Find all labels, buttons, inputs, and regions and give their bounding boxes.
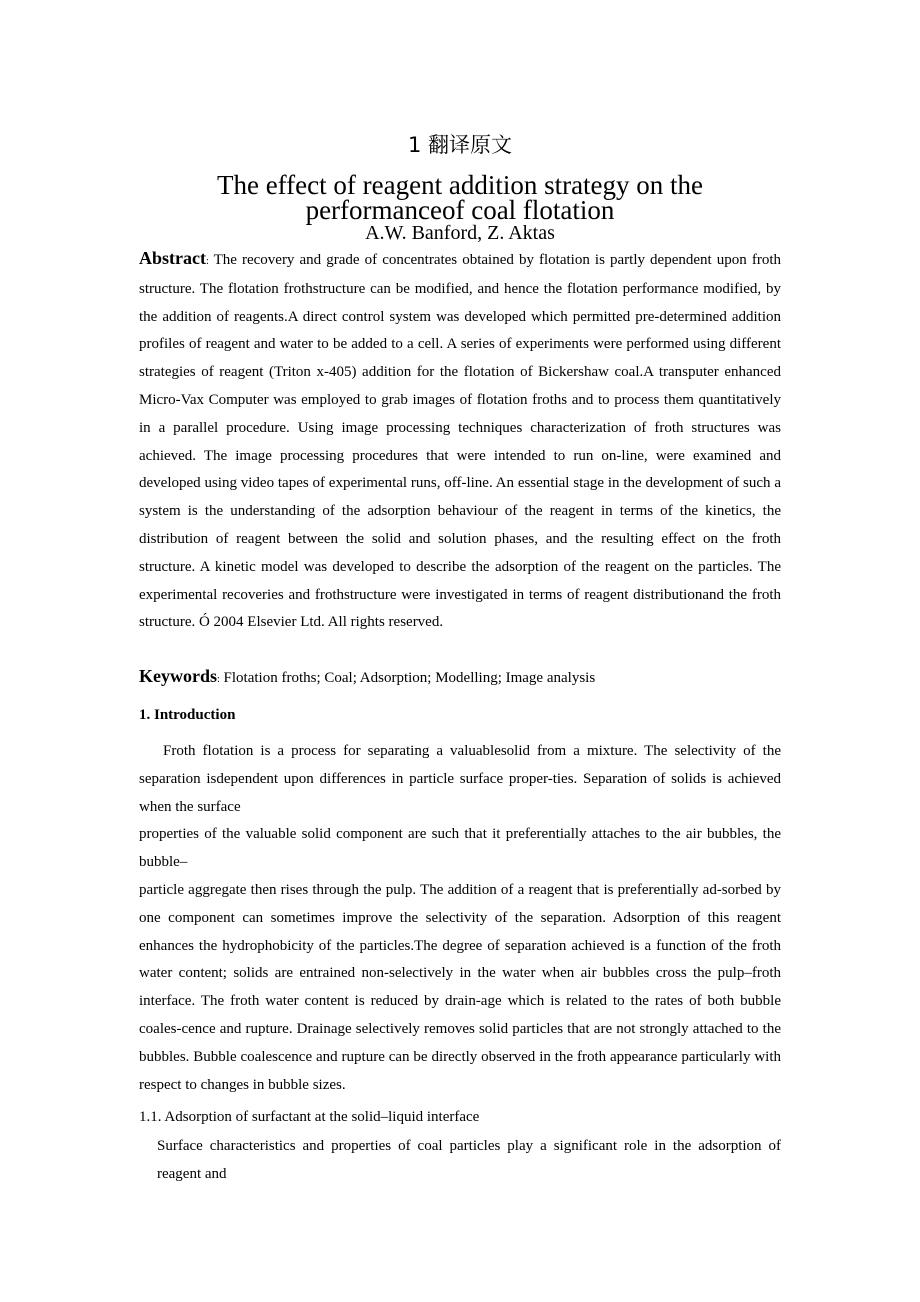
intro-paragraph-1: Froth flotation is a process for separating a valuablesolid from a mixture. The selectivity of the separation isdependent upon differences in particle surface proper-ties. Separation of solids is achieved when the surface — [139, 743, 781, 815]
abstract-separator: : — [205, 256, 209, 267]
intro-paragraph-3: particle aggregate then rises through the pulp. The addition of a reagent that is preferentially ad-sorbed by one component can sometimes improve the selectivity of the separation. Adsorption of this reagent enhances the hydrophobicity of the particles.The degree of separation achieved is a function of the froth water content; solids are entrained non-selectively in the water when air bubbles cross the pulp–froth interface. The froth water content is reduced by drain-age which is related to the rates of both bubble coales-cence and rupture. Drainage selectively removes solid particles that are not strongly attached to the bubbles. Bubble coalescence and rupture can be directly observed in the froth appearance particularly with respect to changes in bubble sizes. — [139, 882, 781, 1093]
keywords-text: Flotation froths; Coal; Adsorption; Modelling; Image analysis — [223, 670, 596, 686]
paper-title-line-2: performanceof coal flotation — [305, 195, 615, 225]
abstract-text: The recovery and grade of concentrates obtained by flotation is partly dependent upon froth structure. The flotation frothstructure can be modified, and hence the flotation performance modified, by the addition of reagents.A direct control system was developed which permitted pre-determined addition profiles of reagent and water to be added to a cell. A series of experiments were performed using different strategies of reagent (Triton x-405) addition for the flotation of Bickershaw coal.A transputer enhanced Micro-Vax Computer was employed to grab images of flotation froths and to process them quantitatively in a parallel procedure. Using image processing techniques characterization of froth structures was achieved. The image processing procedures that were intended to run on-line, were examined and developed using video tapes of experimental runs, off-line. An essential stage in the development of such a system is the understanding of the adsorption behaviour of the reagent in terms of the kinetics, the distribution of reagent between the solid and solution phases, and the resulting effect on the froth structure. A kinetic model was developed to describe the adsorption of the reagent on the particles. The experimental recoveries and frothstructure were investigated in terms of reagent distributionand the froth structure. Ó 2004 Elsevier Ltd. All rights reserved. — [139, 252, 782, 631]
keywords-paragraph — [139, 663, 781, 694]
paper-title-line-1: The effect of reagent addition strategy on the — [216, 170, 704, 200]
abstract-paragraph — [139, 245, 781, 637]
section-heading: 1 翻译原文 — [407, 133, 513, 157]
keywords-separator: : — [217, 674, 220, 685]
subsection-paragraph-1: Surface characteristics and properties of coal particles play a significant role in the adsorption of reagent and — [157, 1138, 781, 1182]
abstract-label: Abstract — [139, 248, 206, 268]
keywords-label: Keywords — [139, 666, 217, 686]
intro-paragraph-2: properties of the valuable solid component are such that it preferentially attaches to the air bubbles, the bubble– — [139, 826, 781, 870]
authors: A.W. Banford, Z. Aktas — [365, 222, 555, 244]
intro-heading: 1. Introduction — [139, 707, 236, 723]
subsection-heading: 1.1. Adsorption of surfactant at the solid–liquid interface — [139, 1109, 480, 1125]
paper-title — [0, 170, 920, 225]
